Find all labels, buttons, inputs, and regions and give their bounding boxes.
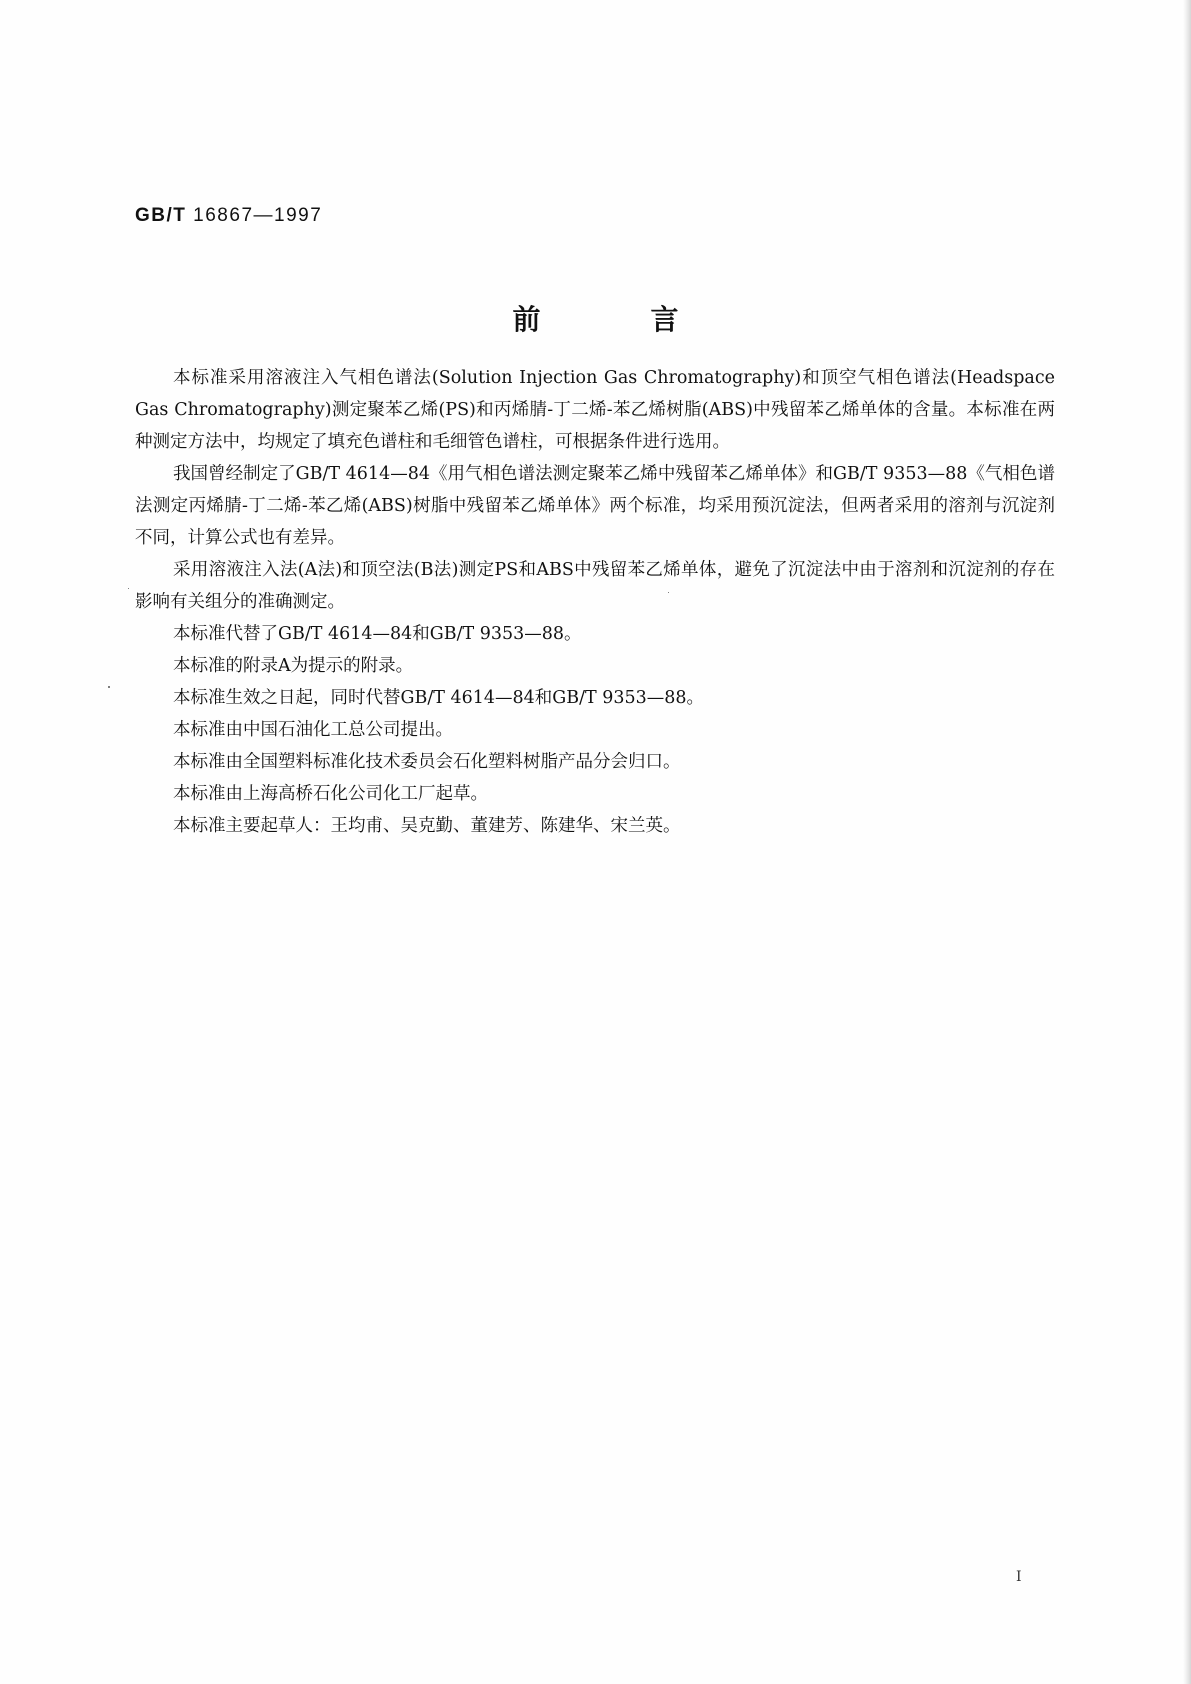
- scan-speck: [108, 686, 110, 688]
- paragraph-advantage: 采用溶液注入法(A法)和顶空法(B法)测定PS和ABS中残留苯乙烯单体，避免了沉淀法中由于溶剂和沉淀剂的存在影响有关组分的准确测定。: [135, 560, 1055, 612]
- scan-edge-shadow: [1183, 0, 1191, 1684]
- paragraph-proposed-by: 本标准由中国石油化工总公司提出。: [173, 720, 453, 740]
- standard-number: [135, 205, 322, 227]
- paragraph-drafted-by: 本标准由上海高桥石化公司化工厂起草。: [173, 784, 488, 804]
- page-number: I: [1016, 1569, 1022, 1585]
- paragraph-appendix: 本标准的附录A为提示的附录。: [173, 656, 414, 676]
- paragraph-history: 我国曾经制定了GB/T 4614—84《用气相色谱法测定聚苯乙烯中残留苯乙烯单体》和GB/T 9353—88《气相色谱法测定丙烯腈-丁二烯-苯乙烯(ABS)树脂中残留苯乙烯单体》两个标准，均采用预沉淀法，但两者采用的溶剂与沉淀剂不同，计算公式也有差异。: [135, 464, 1055, 548]
- paragraph-replaces: 本标准代替了GB/T 4614—84和GB/T 9353—88。: [173, 624, 582, 644]
- standard-code: GB/T: [135, 205, 187, 226]
- foreword-title: 前言: [512, 303, 789, 336]
- paragraph-effective: 本标准生效之日起，同时代替GB/T 4614—84和GB/T 9353—88。: [173, 688, 705, 708]
- paragraph-drafters: 本标准主要起草人：王均甫、吴克勤、董建芳、陈建华、宋兰英。: [173, 816, 681, 836]
- foreword-body: [135, 362, 1055, 842]
- paragraph-under-jurisdiction: 本标准由全国塑料标准化技术委员会石化塑料树脂产品分会归口。: [173, 752, 681, 772]
- scan-speck: [128, 588, 129, 589]
- standard-year-number: 16867—1997: [193, 205, 323, 226]
- paragraph-methods: 本标准采用溶液注入气相色谱法(Solution Injection Gas Chromatography)和顶空气相色谱法(Headspace Gas Chromatography)测定聚苯乙烯(PS)和丙烯腈-丁二烯-苯乙烯树脂(ABS)中残留苯乙烯单体的含量。本标准在两种测定方法中，均规定了填充色谱柱和毛细管色谱柱，可根据条件进行选用。: [135, 368, 1055, 452]
- scan-speck: [668, 592, 669, 593]
